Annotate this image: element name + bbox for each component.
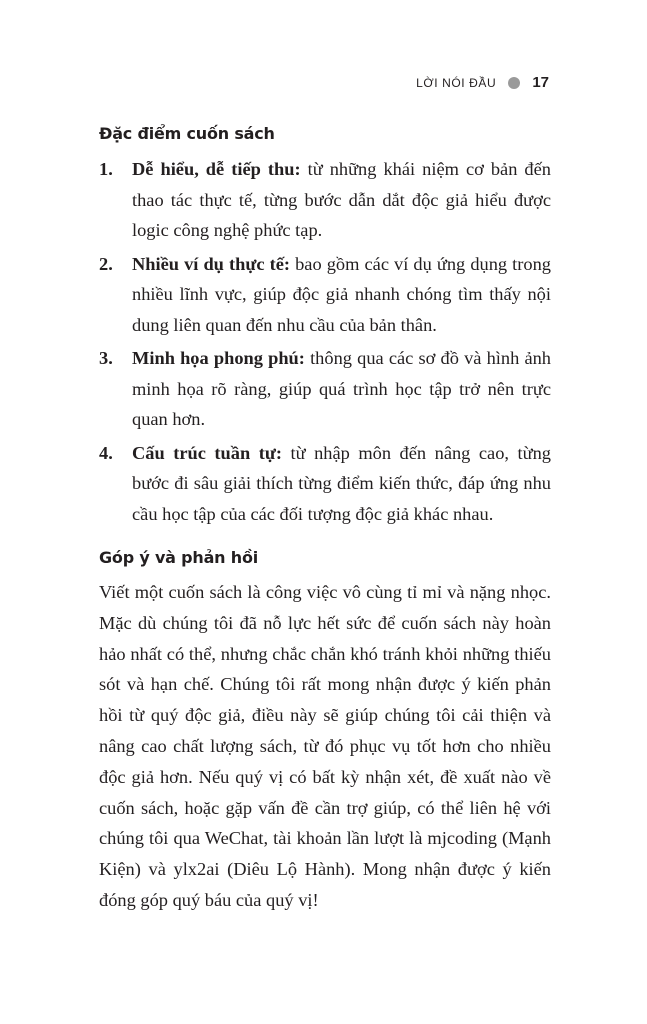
item-number: 4. — [99, 442, 113, 463]
item-term: Minh họa phong phú: — [132, 348, 305, 368]
list-item — [99, 343, 551, 435]
item-text: thông qua các sơ đồ và hình ảnh minh họa rõ ràng, giúp quá trình học tập trở nên trực quan hơn. — [132, 348, 551, 429]
item-term: Cấu trúc tuần tự: — [132, 442, 282, 463]
features-list — [99, 154, 551, 532]
item-text: từ những khái niệm cơ bản đến thao tác thực tế, từng bước dẫn dắt độc giả hiểu được logic công nghệ phức tạp. — [132, 159, 551, 240]
feedback-paragraph: Viết một cuốn sách là công việc vô cùng tỉ mỉ và nặng nhọc. Mặc dù chúng tôi đã nỗ lực hết sức để cuốn sách này hoàn hảo nhất có thể, nhưng chắc chắn khó tránh khỏi những thiếu sót và hạn chế. Chúng tôi rất mong nhận được ý kiến phản hồi từ quý độc giả, điều này sẽ giúp chúng tôi cải thiện và nâng cao chất lượng sách, từ đó phục vụ tốt hơn cho nhiều độc giả hơn. Nếu quý vị có bất kỳ nhận xét, đề xuất nào về cuốn sách, hoặc gặp vấn đề cần trợ giúp, có thể liên hệ với chúng tôi qua WeChat, tài khoản lần lượt là mjcoding (Mạnh Kiện) và ylx2ai (Diêu Lộ Hành). Mong nhận được ý kiến đóng góp quý báu của quý vị! — [99, 582, 551, 910]
item-term: Dễ hiểu, dễ tiếp thu: — [132, 159, 301, 179]
page-number: 17 — [532, 74, 549, 91]
feedback-heading: Góp ý và phản hồi — [99, 548, 259, 567]
item-number: 3. — [99, 348, 113, 368]
features-heading: Đặc điểm cuốn sách — [99, 124, 275, 143]
item-term: Nhiều ví dụ thực tế: — [132, 253, 291, 274]
list-item — [99, 438, 551, 530]
item-number: 1. — [99, 159, 113, 179]
item-text: bao gồm các ví dụ ứng dụng trong nhiều lĩnh vực, giúp độc giả nhanh chóng tìm thấy nội dung liên quan đến nhu cầu của bản thân. — [132, 253, 551, 335]
item-text: từ nhập môn đến nâng cao, từng bước đi sâu giải thích từng điểm kiến thức, đáp ứng nhu cầu học tập của các đối tượng độc giả khác nhau. — [132, 442, 551, 524]
item-number: 2. — [99, 253, 113, 274]
list-item — [99, 249, 551, 341]
running-header — [416, 74, 549, 91]
chapter-label: LỜI NÓI ĐẦU — [416, 75, 497, 90]
bullet-dot-icon — [508, 77, 520, 89]
list-item — [99, 154, 551, 246]
